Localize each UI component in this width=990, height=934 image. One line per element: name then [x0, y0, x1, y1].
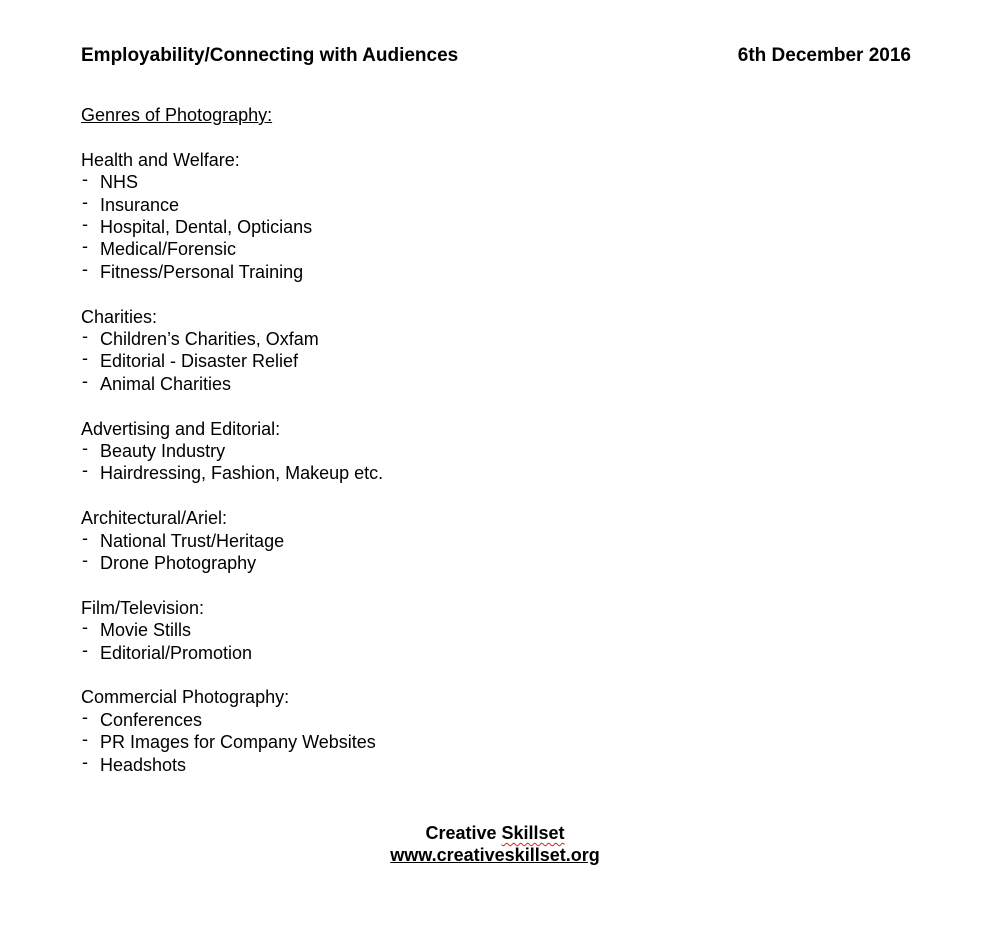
list-item-text: Beauty Industry: [100, 441, 226, 462]
list-item: [81, 639, 841, 664]
dash-bullet: -: [82, 326, 88, 347]
list-item-text: National Trust/Heritage: [100, 530, 285, 551]
list-item-text: Drone Photography: [100, 553, 257, 574]
dash-bullet: -: [82, 348, 88, 369]
group-heading: Architectural/Ariel:: [81, 508, 228, 529]
list-item: [81, 440, 841, 462]
list-item: [81, 191, 841, 216]
genre-group-advertising-editorial: [81, 418, 841, 485]
list-item: [81, 238, 841, 260]
group-heading: Film/Television:: [81, 597, 205, 618]
list-item-text: Conferences: [100, 709, 203, 730]
list-item-text: Fitness/Personal Training: [100, 261, 304, 282]
list-item-text: Animal Charities: [100, 373, 232, 394]
group-list: [81, 527, 841, 575]
group-heading: Health and Welfare:: [81, 149, 240, 170]
list-item: [81, 706, 841, 731]
organization-name: [0, 822, 990, 844]
list-item-text: Medical/Forensic: [100, 239, 237, 260]
dash-bullet: -: [82, 370, 88, 391]
list-item: [81, 370, 841, 395]
list-item: [81, 527, 841, 552]
dash-bullet: -: [82, 550, 88, 571]
group-list: [81, 328, 841, 395]
group-heading: Charities:: [81, 306, 158, 327]
document-footer: [0, 822, 990, 866]
list-item: [81, 462, 841, 484]
dash-bullet: -: [82, 751, 88, 772]
list-item: [81, 350, 841, 372]
dash-bullet: -: [82, 169, 88, 190]
list-item-text: Editorial - Disaster Relief: [100, 351, 299, 372]
dash-bullet: -: [82, 460, 88, 481]
dash-bullet: -: [82, 639, 88, 660]
spellcheck-flagged-word: Skillset: [501, 823, 565, 843]
dash-bullet: -: [82, 706, 88, 727]
list-item-text: Editorial/Promotion: [100, 642, 253, 663]
group-list: [81, 619, 841, 664]
document-header: [81, 45, 911, 71]
dash-bullet: -: [82, 617, 88, 638]
list-item-text: Insurance: [100, 194, 180, 215]
group-list: [81, 706, 841, 776]
list-item-text: PR Images for Company Websites: [100, 732, 376, 753]
dash-bullet: -: [82, 258, 88, 279]
list-item-text: Headshots: [100, 754, 187, 775]
list-item-text: Children’s Charities, Oxfam: [100, 329, 319, 350]
genres-subheading: Genres of Photography:: [81, 105, 273, 125]
list-item: [81, 258, 841, 283]
list-item: [81, 216, 841, 238]
dash-bullet: -: [82, 214, 88, 235]
list-item: [81, 328, 841, 350]
document-date: 6th December 2016: [737, 45, 911, 66]
list-item-text: NHS: [100, 172, 139, 193]
list-item: [81, 552, 841, 574]
group-heading: Commercial Photography:: [81, 687, 290, 708]
list-item: [81, 751, 841, 776]
organization-url-link[interactable]: www.creativeskillset.org: [390, 845, 600, 865]
document-body: [81, 104, 841, 798]
dash-bullet: -: [82, 438, 88, 459]
list-item: [81, 731, 841, 753]
genre-group-film-television: [81, 597, 841, 664]
genre-group-commercial-photography: [81, 686, 841, 776]
list-item: [81, 171, 841, 193]
list-item: [81, 619, 841, 641]
list-item-text: Hairdressing, Fashion, Makeup etc.: [100, 463, 384, 484]
genre-group-charities: [81, 306, 841, 396]
dash-bullet: -: [82, 191, 88, 212]
group-heading: Advertising and Editorial:: [81, 418, 281, 439]
dash-bullet: -: [82, 527, 88, 548]
dash-bullet: -: [82, 729, 88, 750]
document-title: Employability/Connecting with Audiences: [81, 45, 459, 66]
group-list: [81, 440, 841, 485]
dash-bullet: -: [82, 236, 88, 257]
genre-group-architectural-ariel: [81, 507, 841, 574]
organization-name-prefix: Creative: [425, 823, 502, 843]
list-item-text: Movie Stills: [100, 620, 192, 641]
list-item-text: Hospital, Dental, Opticians: [100, 217, 313, 238]
genre-group-health-welfare: [81, 149, 841, 283]
group-list: [81, 171, 841, 283]
